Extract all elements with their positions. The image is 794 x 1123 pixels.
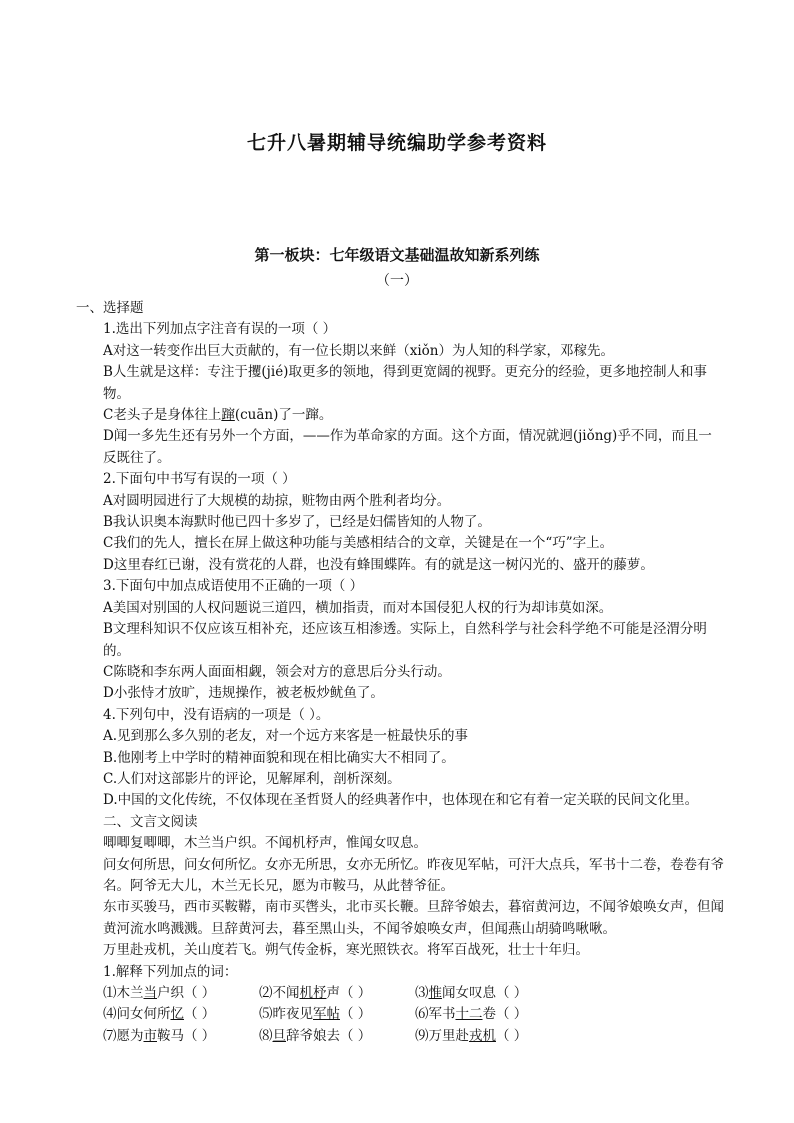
passage-paragraph-4: 万里赴戎机，关山度若飞。朔气传金柝，寒光照铁衣。将军百战死，壮士十年归。 <box>103 942 589 959</box>
question-2-option-a: A对圆明园进行了大规模的劫掠，赃物由两个胜利者均分。 <box>103 492 451 509</box>
question-4-option-a: A.见到那么多久别的老友，对一个远方来客是一桩最快乐的事 <box>103 728 469 745</box>
question-2-option-c: C我们的先人，擅长在屏上做这种功能与美感相结合的文章，关键是在一个“巧”字上。 <box>103 535 614 552</box>
question-1-stem: 1.选出下列加点字注音有误的一项（ ） <box>103 321 337 338</box>
vocab-item: ⑹军书十二卷（ ） <box>415 1006 528 1023</box>
question-4-option-d: D.中国的文化传统，不仅体现在圣哲贤人的经典著作中，也体现在和它有着一定关联的民间文化里。 <box>103 792 699 809</box>
question-1-option-d: D闻一多先生还有另外一个方面，——作为革命家的方面。这个方面，情况就迥(jiǒng)乎不同，而且一反既往了。 <box>103 428 712 466</box>
passage-paragraph-1: 唧唧复唧唧，木兰当户织。不闻机杼声，惟闻女叹息。 <box>103 835 427 852</box>
document-title: 七升八暑期辅导统编助学参考资料 <box>246 132 547 154</box>
vocab-item: ⑺愿为市鞍马（ ） <box>103 1027 216 1044</box>
question-4-option-c: C.人们对这部影片的评论，见解犀利，剖析深刻。 <box>103 770 401 787</box>
dotted-word: 市 <box>143 1027 157 1044</box>
vocab-item: ⑼万里赴戎机（ ） <box>415 1027 528 1044</box>
question-1-option-c <box>76 405 724 426</box>
dotted-word: 当 <box>143 985 157 1001</box>
question-1-option-a: A对这一转变作出巨大贡献的，有一位长期以来鲜（xiǒn）为人知的科学家，邓稼先。 <box>103 342 615 359</box>
dotted-word: 惟 <box>428 985 442 1001</box>
option-c-text-pre: C老头子是身体往上 <box>103 407 222 424</box>
vocab-item: ⑻旦辞爷娘去（ ） <box>259 1027 372 1044</box>
question-2-option-d: D这里春红已谢，没有赏花的人群，也没有蜂围蝶阵。有的就是这一树闪光的、盛开的藤萝。 <box>103 556 654 573</box>
passage-paragraph-2: 问女何所思，问女何所忆。女亦无所思，女亦无所忆。昨夜见军帖，可汗大点兵，军书十二卷，卷卷有爷名。阿爷无大儿，木兰无长兄，愿为市鞍马，从此替爷征。 <box>103 856 724 894</box>
option-c-text-post: (cuān)了一蹿。 <box>234 407 333 424</box>
vocab-item: ⑷问女何所忆（ ） <box>103 1006 216 1023</box>
question-4-option-b: B.他刚考上中学时的精神面貌和现在相比确实大不相同了。 <box>103 749 455 766</box>
vocab-item: ⑴木兰当户织（ ） <box>103 985 216 1001</box>
document-body <box>76 298 724 1047</box>
vocab-row <box>76 1026 724 1047</box>
question-1-option-b: B人生就是这样：专注于攫(jié)取更多的领地，得到更宽阔的视野。更充分的经验，更多地控制人和事物。 <box>103 364 707 402</box>
question-4-stem: 4.下列句中，没有语病的一项是（ ）。 <box>103 706 330 723</box>
dotted-word: 戎机 <box>469 1027 496 1044</box>
part2-question-1-stem: 1.解释下列加点的词： <box>103 963 238 980</box>
section-subtitle: （一） <box>376 273 418 289</box>
dotted-word: 军帖 <box>313 1006 340 1023</box>
dotted-word: 机杼 <box>299 985 327 1001</box>
passage-paragraph-3: 东市买骏马，西市买鞍鞯，南市买辔头，北市买长鞭。旦辞爷娘去，暮宿黄河边，不闻爷娘唤女声，但闻黄河流水鸣溅溅。旦辞黄河去，暮至黑山头，不闻爷娘唤女声，但闻燕山胡骑鸣啾啾。 <box>103 899 724 937</box>
question-3-option-a: A美国对别国的人权问题说三道四，横加指责，而对本国侵犯人权的行为却讳莫如深。 <box>103 599 613 616</box>
question-3-option-d: D小张恃才放旷，违规操作，被老板炒鱿鱼了。 <box>103 685 384 702</box>
vocab-item: ⑶惟闻女叹息（ ） <box>415 985 528 1001</box>
part1-heading: 一、选择题 <box>76 300 144 316</box>
question-2-option-b: B我认识奥本海默时他已四十多岁了，已经是妇儒皆知的人物了。 <box>103 514 491 531</box>
vocab-item: ⑵不闻机杼声（ ） <box>259 985 372 1001</box>
option-c-dotted-char: 蹿 <box>221 407 235 424</box>
question-2-stem: 2.下面句中书写有误的一项（ ） <box>103 471 296 488</box>
question-3-option-c: C陈晓和李东两人面面相觑，领会对方的意思后分头行动。 <box>103 663 451 680</box>
question-3-stem: 3.下面句中加点成语使用不正确的一项（ ） <box>103 578 364 595</box>
vocab-row <box>76 983 724 1004</box>
dotted-word: 十二 <box>455 1006 483 1023</box>
question-3-option-b: B文理科知识不仅应该互相补充，还应该互相渗透。实际上，自然科学与社会科学绝不可能是泾渭分明的。 <box>103 621 707 659</box>
dotted-word: 忆 <box>170 1006 184 1023</box>
vocab-row <box>76 1004 724 1025</box>
section-title: 第一板块：七年级语文基础温故知新系列练 <box>254 246 540 264</box>
part2-heading: 二、文言文阅读 <box>103 813 198 830</box>
dotted-word: 旦 <box>272 1027 286 1044</box>
vocab-item: ⑸昨夜见军帖（ ） <box>259 1006 372 1023</box>
